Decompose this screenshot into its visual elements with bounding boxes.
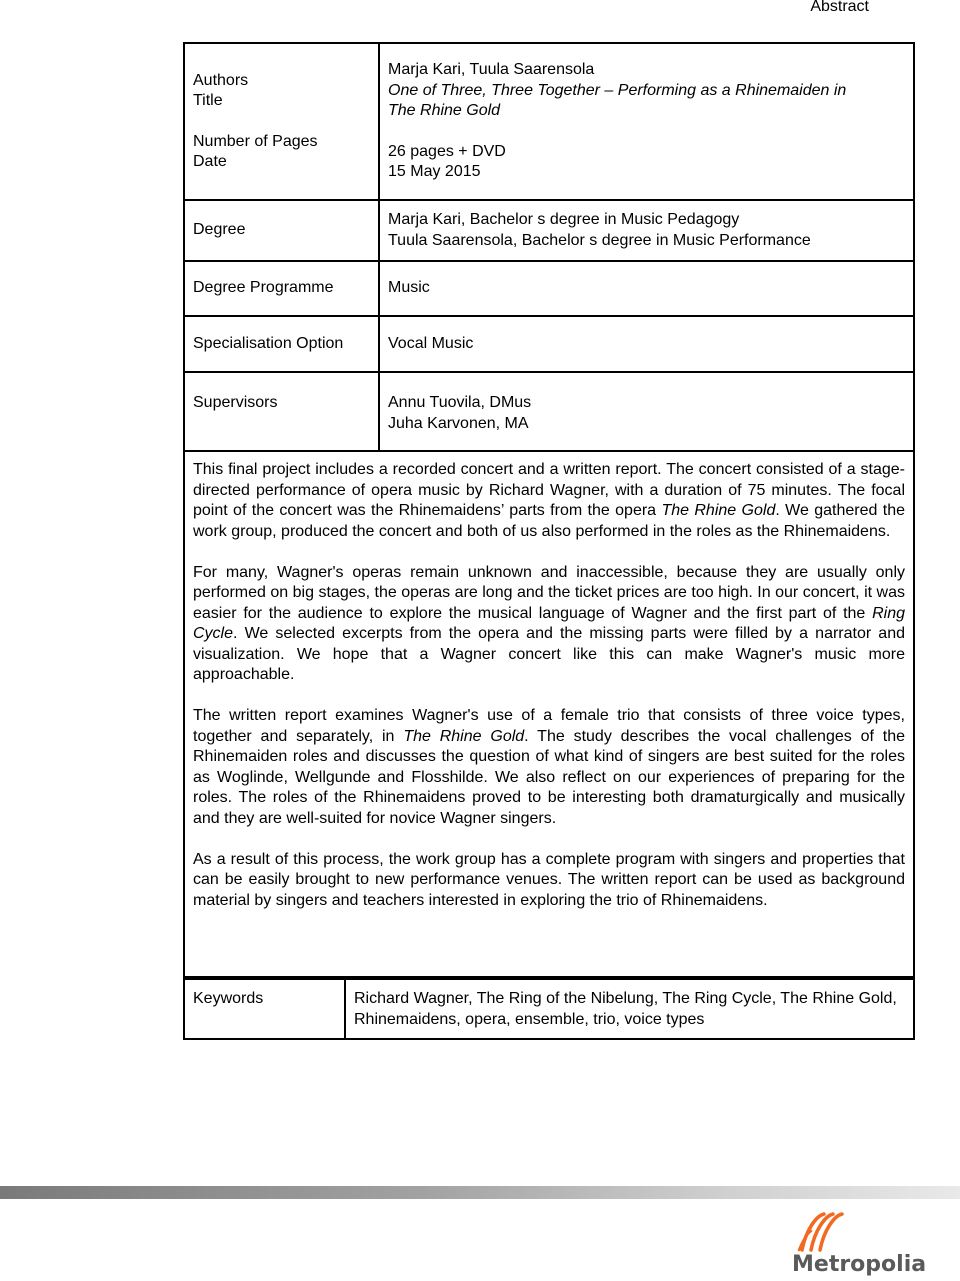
degree-label: Degree	[184, 200, 379, 261]
supervisor-2: Juha Karvonen, MA	[388, 414, 529, 432]
metadata-table	[183, 42, 915, 452]
keywords-table	[183, 978, 915, 1040]
title-value-line1: One of Three, Three Together – Performing as a Rhinemaiden in	[388, 81, 847, 99]
supervisors-label: Supervisors	[184, 372, 379, 451]
degree-value-cell	[379, 200, 914, 261]
authors-label: Authors	[193, 71, 249, 89]
abstract-paragraph-1: This final project includes a recorded concert and a written report. The concert consisted of a stage-directed performance of opera music by Richard Wagner, with a duration of 75 minutes. The focal point of the concert was the Rhinemaidens’ parts from the opera The Rhine Gold. We gathered the work group, produced the concert and both of us also performed in the roles as the Rhinemaidens.	[193, 461, 905, 540]
keywords-value: Richard Wagner, The Ring of the Nibelung, The Ring Cycle, The Rhine Gold, Rhinemaidens, opera, ensemble, trio, voice types	[345, 979, 914, 1039]
abstract-paragraph-4: As a result of this process, the work group has a complete program with singers and properties that can be easily brought to new performance venues. The written report can be used as background material by singers and teachers interested in exploring the trio of Rhinemaidens.	[193, 850, 905, 909]
specialisation-value: Vocal Music	[379, 316, 914, 372]
keywords-label: Keywords	[184, 979, 345, 1039]
supervisor-1: Annu Tuovila, DMus	[388, 394, 532, 411]
programme-value: Music	[379, 261, 914, 316]
metropolia-m-icon	[780, 1200, 960, 1276]
title-label: Title	[193, 92, 223, 109]
metropolia-logo	[780, 1200, 960, 1276]
authors-value: Marja Kari, Tuula Saarensola	[388, 61, 595, 79]
title-value-line2: The Rhine Gold	[388, 102, 501, 120]
supervisors-value-cell	[379, 372, 914, 451]
abstract-paragraph-2: For many, Wagner's operas remain unknown and inaccessible, because they are usually only performed on big stages, the operas are long and the ticket prices are too high. In our concert, it was easier for the audience to explore the musical language of Wagner and the first part of the Ring Cycle. We selected excerpts from the opera and the missing parts were filled by a narrator and visualization. We hope that a Wagner concert like this can make Wagner's music more approachable.	[193, 563, 905, 683]
meta-labels-cell	[184, 43, 379, 200]
programme-label: Degree Programme	[184, 261, 379, 316]
abstract-paragraph-3: The written report examines Wagner's use of a female trio that consists of three voice types, together and separately, in The Rhine Gold. The study describes the vocal challenges of the Rhinemaiden roles and discusses the question of what kind of singers are best suited for the roles as Woglinde, Wellgunde and Flosshilde. We also reflect on our experiences of preparing for the roles. The roles of the Rhinemaidens proved to be interesting both dramaturgically and musically and they are well-suited for novice Wagner singers.	[193, 707, 906, 827]
pages-label: Number of Pages	[193, 132, 318, 150]
specialisation-label: Specialisation Option	[184, 316, 379, 372]
degree-value-line2: Tuula Saarensola, Bachelor s degree in Music Performance	[388, 231, 811, 249]
meta-values-cell	[379, 43, 914, 200]
degree-value-line1: Marja Kari, Bachelor s degree in Music Pedagogy	[388, 211, 740, 228]
logo-wordmark: Metropolia	[792, 1252, 927, 1276]
page-header-abstract: Abstract	[810, 0, 869, 15]
abstract-body	[183, 448, 915, 978]
date-label: Date	[193, 153, 227, 170]
pages-value: 26 pages + DVD	[388, 142, 506, 160]
footer-gradient-bar	[0, 1186, 960, 1199]
date-value: 15 May 2015	[388, 163, 481, 181]
